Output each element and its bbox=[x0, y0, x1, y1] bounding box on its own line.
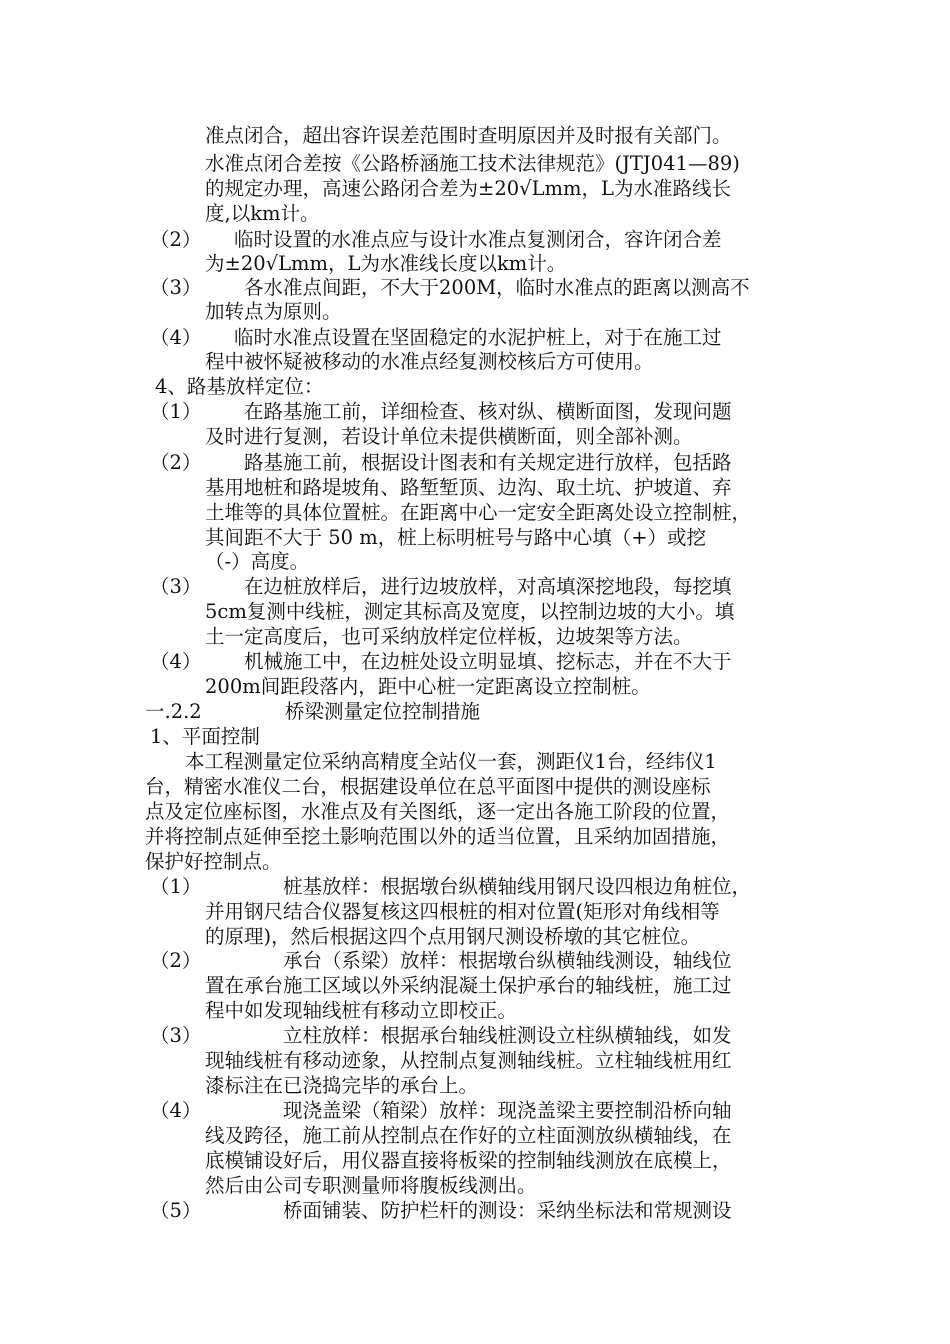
item-number: （4） bbox=[150, 650, 202, 673]
text-line: 并用钢尺结合仪器复核这四根桩的相对位置(矩形对角线相等 bbox=[205, 900, 720, 923]
text-line: 为±20√Lmm，L为水准线长度以km计。 bbox=[205, 252, 567, 275]
text-line: 点及定位座标图，水准点及有关图纸，逐一定出各施工阶段的位置， bbox=[145, 800, 731, 823]
text-line: 各水准点间距，不大于200M，临时水准点的距离以测高不 bbox=[244, 276, 750, 299]
text-line: 桩基放样：根据墩台纵横轴线用钢尺设四根边角桩位， bbox=[283, 875, 752, 898]
text-line: 在路基施工前，详细检查、核对纵、横断面图，发现问题 bbox=[244, 400, 732, 423]
item-number: （5） bbox=[150, 1199, 202, 1222]
item-number: （2） bbox=[150, 228, 202, 251]
text-line: 临时水准点设置在坚固稳定的水泥护桩上，对于在施工过 bbox=[234, 326, 722, 349]
text-line: 线及跨径，施工前从控制点在作好的立柱面测放纵横轴线，在 bbox=[205, 1124, 732, 1147]
text-line: 保护好控制点。 bbox=[145, 850, 282, 873]
section-heading: 4、路基放样定位： bbox=[155, 375, 324, 398]
text-line: 加转点为原则。 bbox=[205, 300, 342, 323]
text-line: 程中如发现轴线桩有移动立即校正。 bbox=[205, 999, 518, 1022]
item-number: （2） bbox=[150, 949, 202, 972]
text-line: 然后由公司专职测量师将腹板线测出。 bbox=[205, 1174, 537, 1197]
text-line: 程中被怀疑被移动的水准点经复测校核后方可使用。 bbox=[205, 350, 654, 373]
item-number: （3） bbox=[150, 575, 202, 598]
text-line: 度,以km计。 bbox=[205, 202, 320, 225]
text-line: 200m间距段落内，距中心桩一定距离设立控制桩。 bbox=[205, 675, 651, 698]
text-line: 临时设置的水准点应与设计水准点复测闭合，容许闭合差 bbox=[234, 228, 722, 251]
text-line: 的规定办理，高速公路闭合差为±20√Lmm，L为水准路线长 bbox=[205, 177, 731, 200]
text-line: 水准点闭合差按《公路桥涵施工技术法律规范》(JTJ041—89) bbox=[205, 152, 740, 175]
text-line: 现轴线桩有移动迹象，从控制点复测轴线桩。立柱轴线桩用红 bbox=[205, 1049, 732, 1072]
section-heading: 1、平面控制 bbox=[150, 725, 260, 748]
text-line: 机械施工中，在边桩处设立明显填、挖标志，并在不大于 bbox=[244, 650, 732, 673]
section-number: 一.2.2 bbox=[145, 700, 202, 723]
text-line: 置在承台施工区域以外采纳混凝土保护承台的轴线桩，施工过 bbox=[205, 974, 732, 997]
text-line: 其间距不大于 50 m，桩上标明桩号与路中心填（+）或挖 bbox=[205, 526, 707, 549]
text-line: 土一定高度后，也可采纳放样定位样板，边坡架等方法。 bbox=[205, 625, 693, 648]
section-title: 桥梁测量定位控制措施 bbox=[285, 700, 481, 723]
text-line: 台，精密水准仪二台，根据建设单位在总平面图中提供的测设座标 bbox=[145, 775, 711, 798]
text-line: （-）高度。 bbox=[205, 550, 310, 573]
item-number: （3） bbox=[150, 276, 202, 299]
text-line: 的原理)，然后根据这四个点用钢尺测设桥墩的其它桩位。 bbox=[205, 925, 701, 948]
item-number: （1） bbox=[150, 875, 202, 898]
text-line: 现浇盖梁（箱梁）放样：现浇盖梁主要控制沿桥向轴 bbox=[283, 1099, 732, 1122]
text-line: 桥面铺装、防护栏杆的测设：采纳坐标法和常规测设 bbox=[283, 1199, 732, 1222]
text-line: 承台（系梁）放样：根据墩台纵横轴线测设，轴线位 bbox=[283, 949, 732, 972]
item-number: （1） bbox=[150, 400, 202, 423]
text-line: 基用地桩和路堤坡角、路堑堑顶、边沟、取土坑、护坡道、弃 bbox=[205, 476, 732, 499]
text-line: 准点闭合，超出容许误差范围时查明原因并及时报有关部门。 bbox=[205, 124, 732, 147]
text-line: 并将控制点延伸至挖土影响范围以外的适当位置，且采纳加固措施， bbox=[145, 825, 731, 848]
text-line: 在边桩放样后，进行边坡放样，对高填深挖地段，每挖填 bbox=[244, 575, 732, 598]
text-line: 本工程测量定位采纳高精度全站仪一套，测距仪1台，经纬仪1 bbox=[185, 750, 717, 773]
text-line: 立柱放样：根据承台轴线桩测设立柱纵横轴线，如发 bbox=[283, 1024, 732, 1047]
item-number: （4） bbox=[150, 326, 202, 349]
item-number: （2） bbox=[150, 451, 202, 474]
text-line: 5cm复测中线桩，测定其标高及宽度，以控制边坡的大小。填 bbox=[205, 600, 735, 623]
item-number: （3） bbox=[150, 1024, 202, 1047]
text-line: 漆标注在已浇捣完毕的承台上。 bbox=[205, 1074, 479, 1097]
item-number: （4） bbox=[150, 1099, 202, 1122]
text-line: 及时进行复测，若设计单位未提供横断面，则全部补测。 bbox=[205, 425, 693, 448]
text-line: 路基施工前，根据设计图表和有关规定进行放样，包括路 bbox=[244, 451, 732, 474]
text-line: 底模铺设好后，用仪器直接将板梁的控制轴线测放在底模上， bbox=[205, 1149, 732, 1172]
text-line: 土堆等的具体位置桩。在距离中心一定安全距离处设立控制桩， bbox=[205, 501, 752, 524]
